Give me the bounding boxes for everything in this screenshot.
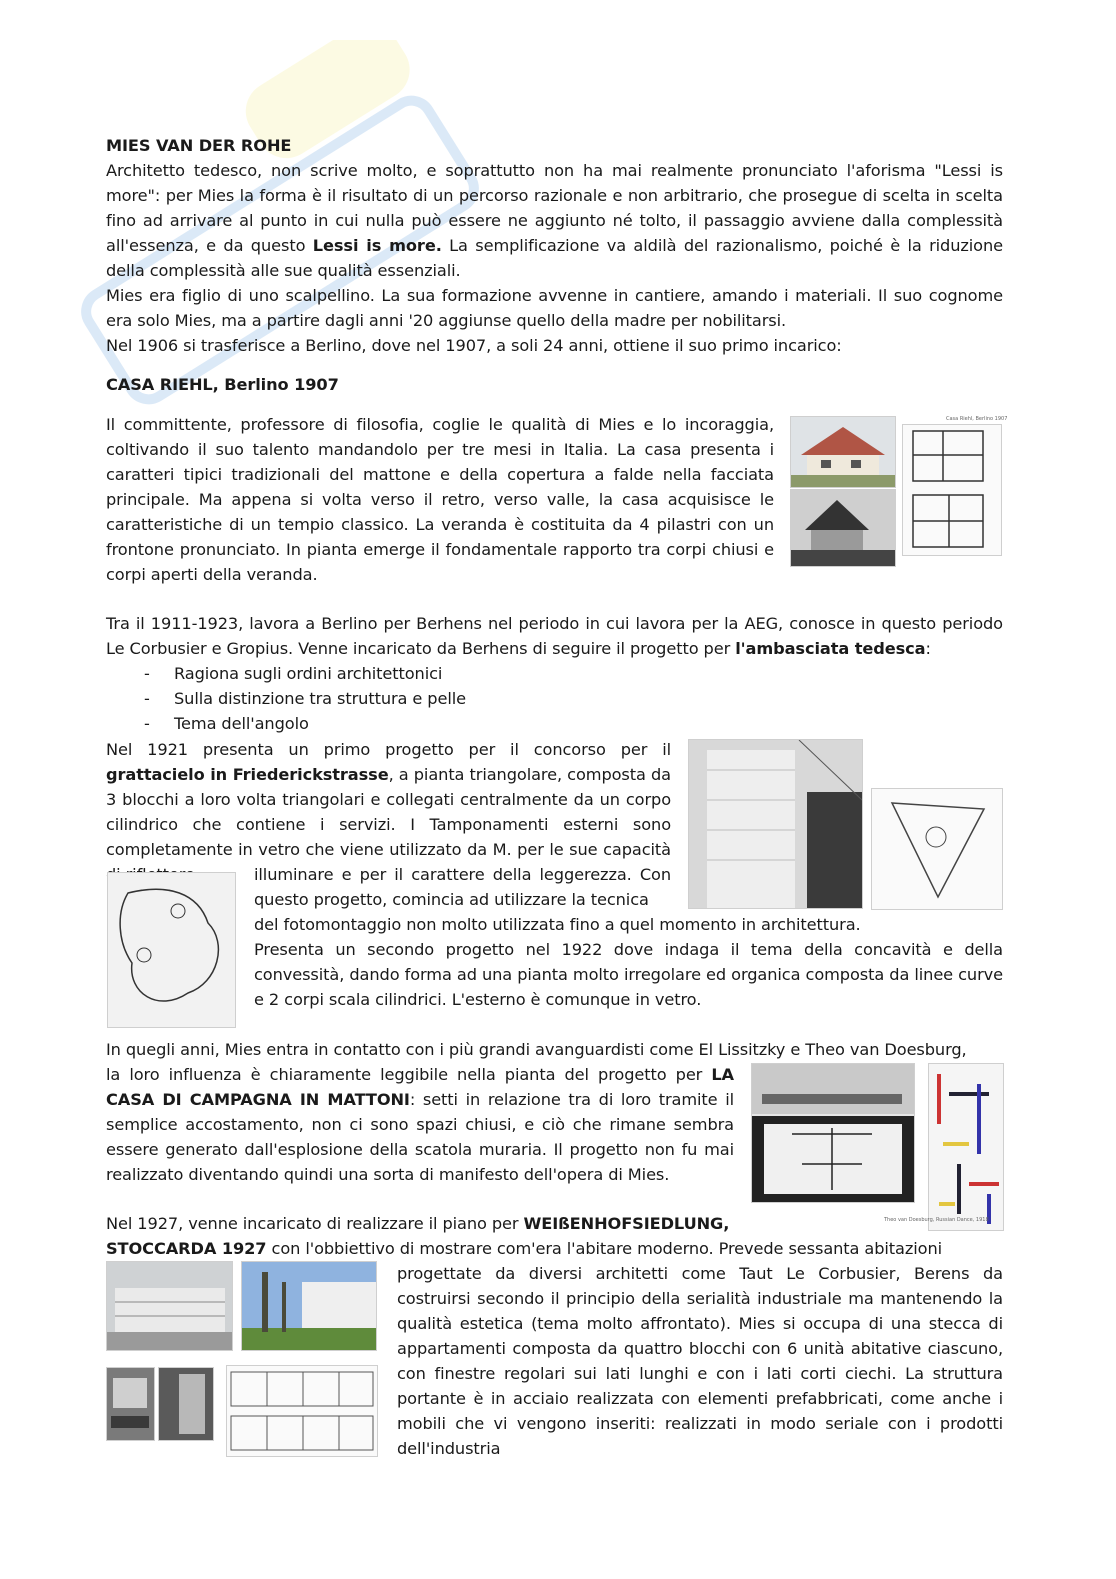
section-heading-riehl: CASA RIEHL, Berlino 1907 — [106, 375, 339, 394]
riehl-caption: Casa Riehl, Berlino 1907 — [946, 416, 1008, 422]
riehl-paragraph: Il committente, professore di filosofia, coglie le qualità di Mies e lo incoraggia, coltivando il suo talento mandandolo per tre mesi in Italia. La casa presenta i caratteri tipici tradizionali del mattone e della copertura a falde nella facciata principale. Ma appena si volta verso il retro, verso valle, la casa acquisisce le caratteristiche di un tempio classico. La veranda è costituita da 4 pilastri con un frontone pronunciato. In pianta emerge il fondamentale rapporto tra corpi chiusi e corpi aperti della veranda. — [106, 415, 774, 584]
weissenhof-bold: WEIßENHOFSIEDLUNG, — [523, 1214, 730, 1233]
campagna-paragraph — [106, 1062, 734, 1187]
van-doesburg-painting — [928, 1063, 1004, 1231]
berhens-text-b: : — [925, 639, 931, 658]
intro-text-b: La semplificazione va aldilà del razionalismo, poiché è la riduzione della complessità alle sue qualità essenziali. — [106, 236, 1003, 280]
weissenhof-interior-photo-2 — [158, 1367, 214, 1441]
weissenhof-photo-2 — [241, 1261, 377, 1351]
riehl-plan-drawing — [902, 424, 1002, 556]
berhens-text-a: Tra il 1911-1923, lavora a Berlino per Berhens nel periodo in cui lavora per la AEG, conosce in questo periodo Le Corbusier e Gropius. Venne incaricato da Berhens di seguire il progetto per — [106, 614, 1003, 658]
berhens-bold: l'ambasciata tedesca — [735, 639, 926, 658]
grattacielo-text-1: Nel 1921 presenta un primo progetto per il concorso per il — [106, 740, 671, 759]
riehl-back-photo — [790, 489, 896, 567]
grattacielo-second-project: Presenta un secondo progetto nel 1922 dove indaga il tema della concavità e della convessità, dando forma ad una pianta molto irregolare ed organica composta da linee curve e 2 corpi scala cilindrici. L'esterno è comunque in vetro. — [254, 940, 1003, 1009]
weissenhof-text-b: con l'obbiettivo di mostrare com'era l'abitare moderno. Prevede sessanta abitazioni — [266, 1239, 943, 1258]
berhens-paragraph — [106, 611, 1003, 661]
intro-text-a: Architetto tedesco, non scrive molto, e soprattutto non ha mai realmente pronunciato l'aforisma "Lessi is more": per Mies la forma è il risultato di un percorso razionale e non arbitrario, che prosegue di scelta in scelta fino ad arrivare al punto in cui nulla può essere ne aggiunto né tolto, il passaggio avviene dalla complessità all'essenza, e da questo — [106, 161, 1003, 255]
grattacielo-paragraph-cont-2: del fotomontaggio non molto utilizzata fino a quel momento in architettura. — [254, 915, 861, 934]
page-title: MIES VAN DER ROHE — [106, 136, 292, 155]
grattacielo-paragraph-cont: illuminare e per il carattere della leggerezza. Con questo progetto, comincia ad utilizzare la tecnica — [254, 865, 671, 909]
grattacielo-photomontage — [688, 739, 863, 909]
campagna-model-and-plan — [751, 1063, 915, 1203]
avanguardisti-names: El Lissitzky e Theo van Doesburg — [698, 1040, 962, 1059]
berhens-list — [106, 661, 706, 736]
intro-paragraph-2: Mies era figlio di uno scalpellino. La sua formazione avvenne in cantiere, amando i materiali. Il suo cognome era solo Mies, ma a partire dagli anni '20 aggiunse quello della madre per nobilitarsi. — [106, 286, 1003, 330]
avanguardisti-line — [106, 1037, 1003, 1062]
avanguardisti-text-a: In quegli anni, Mies entra in contatto con i più grandi avanguardisti come — [106, 1040, 699, 1059]
van-doesburg-caption: Theo van Doesburg, Russian Dance, 1918 — [884, 1217, 989, 1223]
campagna-text-b: : setti in relazione tra di loro tramite il semplice accostamento, non ci sono spazi chiusi, e ciò che rimane sembra essere generato dall'esplosione della scatola muraria. Il progetto non fu mai realizzato diventando quindi una sorta di manifesto dell'opera di Mies. — [106, 1090, 734, 1184]
weissenhof-plans-drawing — [226, 1365, 378, 1457]
campagna-bold: LA CASA DI CAMPAGNA IN MATTONI — [106, 1065, 734, 1109]
list-item: - Tema dell'angolo — [106, 711, 706, 736]
intro-paragraph — [106, 158, 1003, 283]
intro-paragraph-3: Nel 1906 si trasferisce a Berlino, dove nel 1907, a soli 24 anni, ottiene il suo primo incarico: — [106, 336, 842, 355]
list-item: - Sulla distinzione tra struttura e pelle — [106, 686, 706, 711]
weissenhof-text-a: Nel 1927, venne incaricato di realizzare il piano per — [106, 1214, 524, 1233]
weissenhof-paragraph: progettate da diversi architetti come Taut Le Corbusier, Berens da costruirsi secondo il principio della serialità industriale ma mantenendo la qualità estetica (tema molto affrontato). Mies si occupa di una stecca di appartamenti composta da quattro blocchi con 6 unità abitative ciascuno, con finestre regolari sui lati lunghi e con i lati corti ciechi. La struttura portante è in acciaio realizzata con elementi prefabbricati, come anche i mobili che vi vengono inseriti: realizzati in modo seriale con i prodotti dell'industria — [397, 1264, 1003, 1458]
weissenhof-city-bold: STOCCARDA 1927 — [106, 1239, 267, 1258]
grattacielo-organic-plan — [107, 872, 236, 1028]
weissenhof-photo-1 — [106, 1261, 233, 1351]
grattacielo-text-2: , a pianta triangolare, composta da 3 blocchi a loro volta triangolari e collegati centralmente da un corpo cilindrico che contiene i servizi. I Tamponamenti esterni sono completamente in vetro che viene utilizzato da M. per le sue capacità — [106, 765, 671, 859]
weissenhof-line-2 — [106, 1236, 1003, 1261]
grattacielo-plan-drawing — [871, 788, 1003, 910]
intro-bold: Lessi is more. — [312, 236, 442, 255]
weissenhof-interior-photo-1 — [106, 1367, 155, 1441]
riehl-facade-photo — [790, 416, 896, 488]
weissenhof-line-1 — [106, 1211, 826, 1236]
avanguardisti-text-c: , — [961, 1040, 967, 1059]
campagna-text-a: la loro influenza è chiaramente leggibile nella pianta del progetto per — [106, 1065, 712, 1084]
grattacielo-bold: grattacielo in Friederickstrasse — [106, 765, 389, 784]
list-item: - Ragiona sugli ordini architettonici — [106, 661, 706, 686]
